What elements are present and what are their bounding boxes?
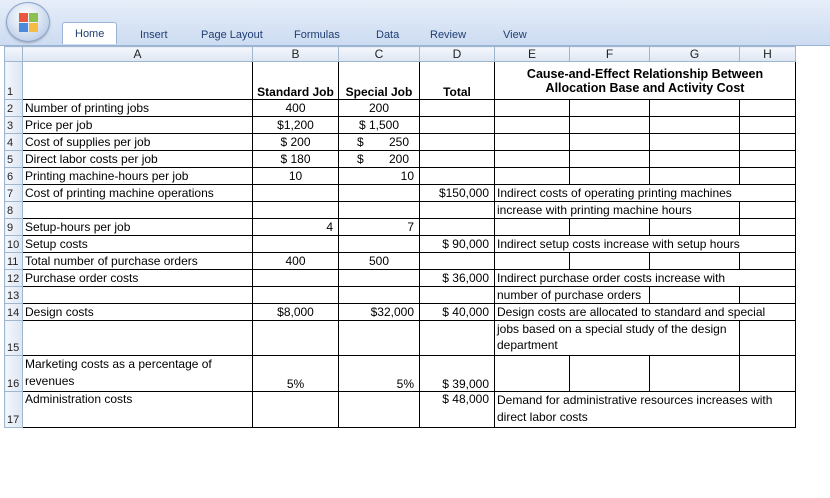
relationship-header[interactable]: Cause-and-Effect Relationship Between Allocation Base and Activity Cost <box>495 62 796 100</box>
currency-symbol: $ <box>357 152 364 166</box>
total-header[interactable]: Total <box>420 62 495 100</box>
cell[interactable] <box>740 100 796 117</box>
cell[interactable] <box>23 321 253 356</box>
cell[interactable] <box>570 168 650 185</box>
special-job-cell[interactable]: 200 <box>339 100 420 117</box>
relationship-text[interactable]: Design costs are allocated to standard and special <box>495 304 796 321</box>
cell[interactable] <box>570 100 650 117</box>
row-label[interactable]: Number of printing jobs <box>23 100 253 117</box>
cell[interactable] <box>740 168 796 185</box>
total-cell[interactable]: $ 90,000 <box>420 236 495 253</box>
special-job-cell[interactable]: $ 1,500 <box>339 117 420 134</box>
cell[interactable] <box>253 270 339 287</box>
column-header-a[interactable]: A <box>23 47 253 62</box>
column-header-d[interactable]: D <box>420 47 495 62</box>
cell[interactable] <box>740 151 796 168</box>
cell[interactable] <box>740 117 796 134</box>
cell[interactable] <box>495 219 570 236</box>
total-cell[interactable]: $ 39,000 <box>420 356 495 392</box>
special-job-cell[interactable] <box>339 151 420 168</box>
tab-home[interactable]: Home <box>62 22 117 44</box>
cell[interactable] <box>253 185 339 202</box>
cell[interactable] <box>740 356 796 392</box>
standard-job-cell[interactable]: 5% <box>253 356 339 392</box>
cell[interactable] <box>650 253 740 270</box>
tab-insert[interactable]: Insert <box>140 29 168 41</box>
row-header[interactable]: 15 <box>5 321 23 356</box>
tab-formulas[interactable]: Formulas <box>294 29 340 41</box>
cell[interactable] <box>570 134 650 151</box>
cell[interactable] <box>495 100 570 117</box>
cell[interactable] <box>23 287 253 304</box>
row-header[interactable]: 7 <box>5 185 23 202</box>
cell[interactable] <box>339 185 420 202</box>
cell[interactable] <box>495 134 570 151</box>
row-label[interactable]: Price per job <box>23 117 253 134</box>
relationship-text[interactable]: jobs based on a special study of the design department <box>495 321 740 356</box>
column-header-e[interactable]: E <box>495 47 570 62</box>
special-job-cell[interactable]: 10 <box>339 168 420 185</box>
ribbon <box>0 0 830 46</box>
cell[interactable] <box>420 151 495 168</box>
row-label[interactable]: Direct labor costs per job <box>23 151 253 168</box>
special-job-cell[interactable]: 5% <box>339 356 420 392</box>
special-job-cell[interactable]: 500 <box>339 253 420 270</box>
cell[interactable] <box>420 253 495 270</box>
cell[interactable] <box>650 134 740 151</box>
cell[interactable] <box>339 392 420 428</box>
row-header[interactable]: 16 <box>5 356 23 392</box>
standard-job-cell[interactable]: 400 <box>253 100 339 117</box>
cell[interactable] <box>650 219 740 236</box>
row-header[interactable]: 14 <box>5 304 23 321</box>
currency-symbol: $ <box>357 135 364 149</box>
row-label[interactable]: Printing machine-hours per job <box>23 168 253 185</box>
relationship-text[interactable]: Indirect setup costs increase with setup hours <box>495 236 796 253</box>
cell[interactable] <box>570 117 650 134</box>
cell[interactable] <box>495 168 570 185</box>
cell[interactable] <box>570 151 650 168</box>
row-header[interactable]: 1 <box>5 62 23 100</box>
cell[interactable] <box>253 392 339 428</box>
row-label[interactable]: Marketing costs as a percentage of revenues <box>23 356 253 392</box>
cell[interactable] <box>420 117 495 134</box>
cell[interactable] <box>339 236 420 253</box>
cell[interactable] <box>740 202 796 219</box>
row-header[interactable]: 8 <box>5 202 23 219</box>
tab-page-layout[interactable]: Page Layout <box>201 29 263 41</box>
column-header-g[interactable]: G <box>650 47 740 62</box>
cell-value: 250 <box>388 135 409 149</box>
special-job-cell[interactable] <box>339 134 420 151</box>
cell[interactable] <box>650 100 740 117</box>
standard-job-cell[interactable]: 10 <box>253 168 339 185</box>
cell[interactable] <box>740 321 796 356</box>
relationship-text[interactable]: Demand for administrative resources increases with direct labor costs <box>495 392 796 428</box>
cell[interactable] <box>253 202 339 219</box>
office-logo-icon <box>19 13 39 33</box>
cell[interactable] <box>650 151 740 168</box>
cell[interactable] <box>420 219 495 236</box>
cell[interactable] <box>650 168 740 185</box>
cell[interactable] <box>570 219 650 236</box>
row-header[interactable]: 3 <box>5 117 23 134</box>
relationship-text[interactable]: Indirect costs of operating printing machines <box>495 185 796 202</box>
row-label[interactable]: Cost of printing machine operations <box>23 185 253 202</box>
cell[interactable] <box>495 356 570 392</box>
tab-review[interactable]: Review <box>430 29 467 41</box>
cell[interactable] <box>420 202 495 219</box>
column-header-f[interactable]: F <box>570 47 650 62</box>
cell[interactable] <box>570 356 650 392</box>
row-label[interactable]: Setup-hours per job <box>23 219 253 236</box>
row-label[interactable]: Setup costs <box>23 236 253 253</box>
cell[interactable] <box>339 287 420 304</box>
total-cell[interactable]: $150,000 <box>420 185 495 202</box>
relationship-text[interactable]: Indirect purchase order costs increase with <box>495 270 796 287</box>
cell-value: 200 <box>388 152 409 166</box>
column-header-b[interactable]: B <box>253 47 339 62</box>
row-header[interactable]: 13 <box>5 287 23 304</box>
cell[interactable] <box>420 321 495 356</box>
total-cell[interactable]: $ 40,000 <box>420 304 495 321</box>
standard-job-cell[interactable]: 4 <box>253 219 339 236</box>
row-header[interactable]: 4 <box>5 134 23 151</box>
special-job-cell[interactable]: $32,000 <box>339 304 420 321</box>
cell[interactable] <box>740 219 796 236</box>
row-header[interactable]: 11 <box>5 253 23 270</box>
row-label[interactable]: Design costs <box>23 304 253 321</box>
tab-data[interactable]: Data <box>376 29 400 41</box>
cell[interactable] <box>650 117 740 134</box>
cell[interactable] <box>420 287 495 304</box>
cell[interactable] <box>23 62 253 100</box>
row-header[interactable]: 10 <box>5 236 23 253</box>
office-button[interactable] <box>6 2 50 42</box>
cell[interactable] <box>253 287 339 304</box>
row-label[interactable]: Total number of purchase orders <box>23 253 253 270</box>
relationship-text[interactable]: number of purchase orders <box>495 287 650 304</box>
cell[interactable] <box>253 321 339 356</box>
special-job-header[interactable]: Special Job <box>339 62 420 100</box>
cell[interactable] <box>339 202 420 219</box>
cell[interactable] <box>23 202 253 219</box>
row-header[interactable]: 2 <box>5 100 23 117</box>
row-header[interactable]: 12 <box>5 270 23 287</box>
standard-job-cell[interactable]: 400 <box>253 253 339 270</box>
row-label[interactable]: Administration costs <box>23 392 253 428</box>
cell[interactable] <box>495 151 570 168</box>
row-header[interactable]: 17 <box>5 392 23 428</box>
spreadsheet-grid[interactable] <box>4 46 796 428</box>
row-label[interactable]: Purchase order costs <box>23 270 253 287</box>
cell[interactable] <box>650 287 740 304</box>
cell[interactable] <box>420 134 495 151</box>
column-header-h[interactable]: H <box>740 47 796 62</box>
cell[interactable] <box>339 321 420 356</box>
standard-job-header[interactable]: Standard Job <box>253 62 339 100</box>
cell[interactable] <box>740 287 796 304</box>
cell[interactable] <box>570 253 650 270</box>
cell[interactable] <box>339 270 420 287</box>
total-cell[interactable]: $ 36,000 <box>420 270 495 287</box>
row-header[interactable]: 6 <box>5 168 23 185</box>
row-label[interactable]: Cost of supplies per job <box>23 134 253 151</box>
row-header[interactable]: 9 <box>5 219 23 236</box>
standard-job-cell[interactable]: $1,200 <box>253 117 339 134</box>
total-cell[interactable]: $ 48,000 <box>420 392 495 428</box>
column-header-c[interactable]: C <box>339 47 420 62</box>
tab-view[interactable]: View <box>503 29 527 41</box>
standard-job-cell[interactable]: $ 180 <box>253 151 339 168</box>
cell[interactable] <box>650 356 740 392</box>
cell[interactable] <box>420 168 495 185</box>
select-all-corner[interactable] <box>5 47 23 62</box>
special-job-cell[interactable]: 7 <box>339 219 420 236</box>
cell[interactable] <box>495 117 570 134</box>
standard-job-cell[interactable]: $ 200 <box>253 134 339 151</box>
cell[interactable] <box>420 100 495 117</box>
row-header[interactable]: 5 <box>5 151 23 168</box>
relationship-text[interactable]: increase with printing machine hours <box>495 202 740 219</box>
cell[interactable] <box>495 253 570 270</box>
cell[interactable] <box>740 134 796 151</box>
cell[interactable] <box>740 253 796 270</box>
cell[interactable] <box>253 236 339 253</box>
standard-job-cell[interactable]: $8,000 <box>253 304 339 321</box>
